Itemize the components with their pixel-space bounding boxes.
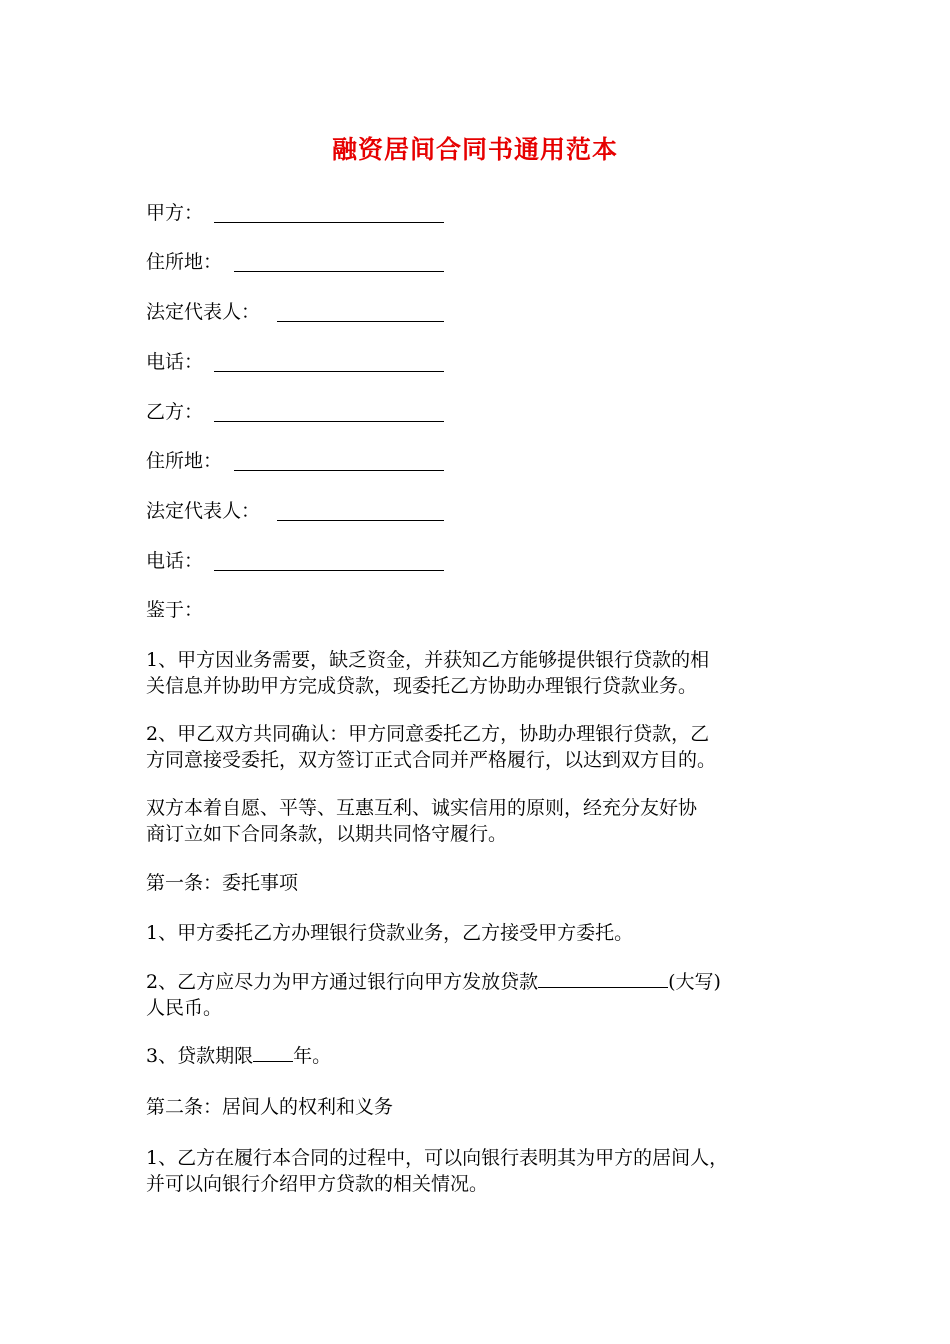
party-b-name-label: 乙方： bbox=[146, 401, 204, 423]
document-title: 融资居间合同书通用范本 bbox=[331, 135, 618, 164]
article-1-item-2-line-1 bbox=[146, 969, 814, 995]
article-1-item-3 bbox=[146, 1043, 814, 1069]
party-a-name-label: 甲方： bbox=[146, 202, 204, 224]
article-2-item-1 bbox=[146, 1145, 814, 1197]
recital-2 bbox=[146, 721, 814, 773]
party-a-phone-field bbox=[146, 347, 203, 377]
party-a-phone-label: 电话： bbox=[146, 351, 204, 373]
recital-1 bbox=[146, 647, 814, 699]
article-2-heading bbox=[146, 1094, 814, 1120]
party-a-rep-blank bbox=[277, 321, 444, 322]
article-1-item-1 bbox=[146, 920, 814, 946]
party-a-address-blank bbox=[234, 271, 444, 272]
agreement-line-2: 商订立如下合同条款，以期共同恪守履行。 bbox=[146, 823, 508, 845]
agreement-statement bbox=[146, 795, 814, 847]
recital-2-line-2: 方同意接受委托，双方签订正式合同并严格履行，以达到双方目的。 bbox=[146, 749, 717, 771]
party-b-phone-blank bbox=[214, 570, 444, 571]
loan-amount-blank bbox=[538, 969, 668, 988]
party-a-rep-label: 法定代表人： bbox=[146, 301, 261, 323]
whereas-heading bbox=[146, 597, 814, 623]
article-2-item-1-line-1: 1、乙方在履行本合同的过程中，可以向银行表明其为甲方的居间人， bbox=[146, 1147, 729, 1169]
party-b-address-field bbox=[146, 446, 222, 476]
party-b-rep-field bbox=[146, 496, 260, 526]
party-a-name-field bbox=[146, 198, 203, 228]
party-b-rep-blank bbox=[277, 520, 444, 521]
party-b-name-field bbox=[146, 397, 203, 427]
party-b-rep-label: 法定代表人： bbox=[146, 500, 261, 522]
agreement-line-1: 双方本着自愿、平等、互惠互利、诚实信用的原则，经充分友好协 bbox=[146, 797, 698, 819]
article-1-item-2-after-text: (大写) bbox=[668, 971, 721, 993]
party-b-name-blank bbox=[214, 421, 444, 422]
article-1-item-3-after-text: 年。 bbox=[293, 1045, 332, 1067]
article-1-item-2-line-2: 人民币。 bbox=[146, 997, 223, 1019]
recital-2-line-1: 2、甲乙双方共同确认：甲方同意委托乙方，协助办理银行贷款，乙 bbox=[146, 723, 710, 745]
article-1-item-1-text: 1、甲方委托乙方办理银行贷款业务，乙方接受甲方委托。 bbox=[146, 922, 634, 944]
article-1-heading-text: 第一条：委托事项 bbox=[146, 872, 299, 894]
loan-term-blank bbox=[253, 1043, 293, 1062]
article-1-item-2 bbox=[146, 969, 814, 1021]
party-a-address-label: 住所地： bbox=[146, 251, 223, 273]
article-2-heading-text: 第二条：居间人的权利和义务 bbox=[146, 1096, 394, 1118]
article-1-heading bbox=[146, 870, 814, 896]
whereas-text: 鉴于： bbox=[146, 599, 204, 621]
party-b-address-blank bbox=[234, 470, 444, 471]
party-a-name-blank bbox=[214, 222, 444, 223]
party-a-rep-field bbox=[146, 297, 260, 327]
party-b-phone-field bbox=[146, 546, 203, 576]
article-1-item-3-line bbox=[146, 1043, 814, 1069]
article-1-item-2-before-text: 2、乙方应尽力为甲方通过银行向甲方发放贷款 bbox=[146, 971, 539, 993]
party-a-phone-blank bbox=[214, 371, 444, 372]
recital-1-line-1: 1、甲方因业务需要，缺乏资金，并获知乙方能够提供银行贷款的相 bbox=[146, 649, 710, 671]
party-a-address-field bbox=[146, 247, 222, 277]
article-2-item-1-line-2: 并可以向银行介绍甲方贷款的相关情况。 bbox=[146, 1173, 489, 1195]
article-1-item-3-before-text: 3、贷款期限 bbox=[146, 1045, 254, 1067]
recital-1-line-2: 关信息并协助甲方完成贷款，现委托乙方协助办理银行贷款业务。 bbox=[146, 675, 698, 697]
party-b-address-label: 住所地： bbox=[146, 450, 223, 472]
party-b-phone-label: 电话： bbox=[146, 550, 204, 572]
